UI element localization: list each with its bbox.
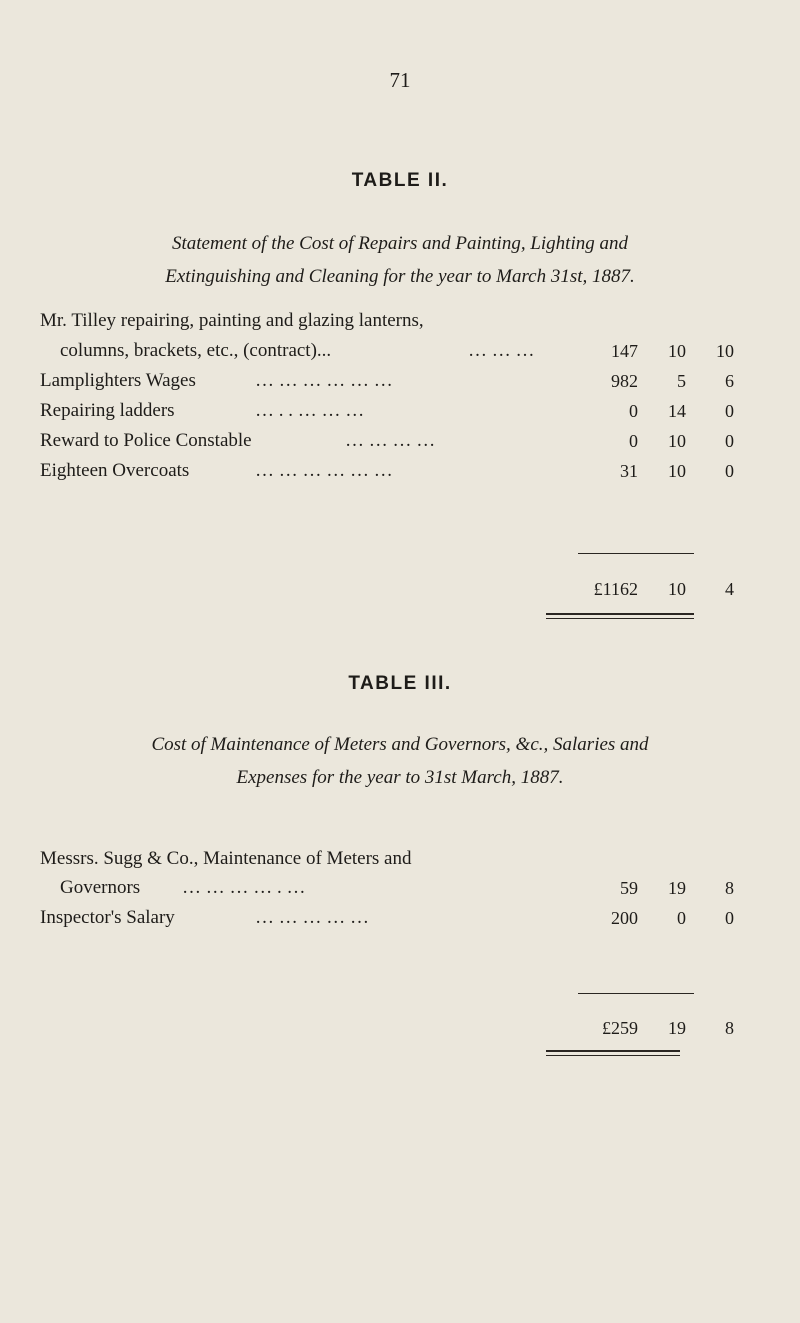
shillings-value: 19 — [668, 878, 686, 898]
leader-dots: … … … — [468, 340, 535, 361]
total-pounds: £1162 — [593, 579, 638, 599]
pounds-value: 59 — [620, 878, 638, 898]
pence-value: 6 — [725, 371, 734, 391]
total-shillings: 10 — [668, 579, 686, 599]
table-ii-row-police — [40, 426, 734, 456]
pence-value: 0 — [725, 401, 734, 421]
pounds-value: 0 — [629, 431, 638, 451]
row-label: Eighteen Overcoats — [40, 460, 190, 481]
row-label-continuation: Governors — [60, 877, 141, 898]
table-ii-row-lamplighters — [40, 366, 734, 396]
shillings-value: 14 — [668, 401, 686, 421]
pounds-value: 147 — [611, 341, 638, 361]
table-iii-title: TABLE III. — [348, 673, 452, 694]
leader-dots: … … … … … — [255, 907, 369, 928]
pence-value: 0 — [725, 908, 734, 928]
row-label: Lamplighters Wages — [40, 370, 196, 391]
shillings-value: 10 — [668, 341, 686, 361]
table-ii-title: TABLE II. — [351, 170, 449, 191]
row-label: Inspector's Salary — [40, 907, 175, 928]
table-iii-double-rule-top — [546, 1050, 680, 1052]
total-pence: 8 — [725, 1018, 734, 1038]
table-ii-double-rule-bottom — [546, 618, 694, 619]
page-number: 71 — [389, 68, 411, 92]
row-label: Mr. Tilley repairing, painting and glazing lanterns, — [40, 310, 424, 331]
shillings-value: 5 — [677, 371, 686, 391]
table-iii-total — [40, 1013, 734, 1043]
pounds-value: 31 — [620, 461, 638, 481]
table-ii-row-ladders — [40, 396, 734, 426]
table-ii-double-rule-top — [546, 613, 694, 615]
row-label-continuation: columns, brackets, etc., (contract)... — [60, 340, 332, 361]
row-label: Repairing ladders — [40, 400, 175, 421]
shillings-value: 10 — [668, 461, 686, 481]
table-ii-row-overcoats — [40, 456, 734, 486]
leader-dots: … … … … . … — [182, 877, 306, 898]
total-pounds: £259 — [602, 1018, 638, 1038]
shillings-value: 10 — [668, 431, 686, 451]
shillings-value: 0 — [677, 908, 686, 928]
pence-value: 8 — [725, 878, 734, 898]
pounds-value: 0 — [629, 401, 638, 421]
table-ii-row-tilley-line-1 — [40, 306, 700, 336]
table-iii-row-sugg — [40, 873, 734, 903]
pence-value: 10 — [716, 341, 734, 361]
table-iii-double-rule-bottom — [546, 1055, 680, 1056]
table-iii-caption-line-2: Expenses for the year to 31st March, 1887. — [236, 767, 564, 788]
pounds-value: 982 — [611, 371, 638, 391]
row-label: Reward to Police Constable — [40, 430, 252, 451]
table-iii-caption-line-1: Cost of Maintenance of Meters and Governors, &c., Salaries and — [151, 734, 649, 755]
table-ii-total — [40, 574, 734, 604]
pounds-value: 200 — [611, 908, 638, 928]
total-pence: 4 — [725, 579, 734, 599]
table-iii-row-sugg-line-1 — [40, 844, 700, 874]
row-label: Messrs. Sugg & Co., Maintenance of Meters and — [40, 848, 412, 869]
leader-dots: … . . … … … — [255, 400, 365, 421]
total-shillings: 19 — [668, 1018, 686, 1038]
pence-value: 0 — [725, 461, 734, 481]
pence-value: 0 — [725, 431, 734, 451]
table-ii-caption-line-2: Extinguishing and Cleaning for the year to March 31st, 1887. — [165, 266, 635, 287]
table-ii-row-tilley — [40, 336, 734, 366]
table-iii-row-inspector — [40, 903, 734, 933]
leader-dots: … … … … … … — [255, 370, 393, 391]
table-iii-sum-rule — [578, 993, 694, 994]
leader-dots: … … … … — [345, 430, 436, 451]
table-ii-caption-line-1: Statement of the Cost of Repairs and Painting, Lighting and — [172, 233, 628, 254]
leader-dots: … … … … … … — [255, 460, 393, 481]
table-ii-sum-rule — [578, 553, 694, 554]
